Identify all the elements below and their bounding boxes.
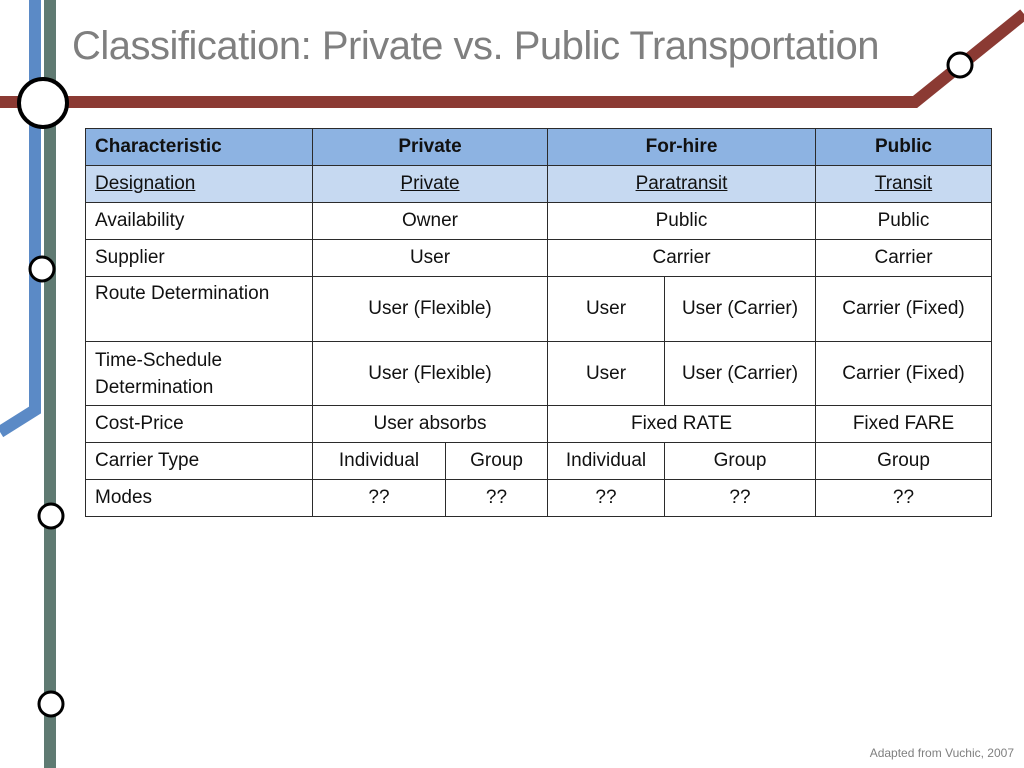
cell-for-hire-a: User bbox=[548, 277, 665, 342]
cell-private-b: ?? bbox=[446, 480, 548, 517]
cell-private-a: Individual bbox=[313, 443, 446, 480]
cell-for-hire-a: ?? bbox=[548, 480, 665, 517]
row-label: Availability bbox=[86, 203, 313, 240]
cell-private-b: Group bbox=[446, 443, 548, 480]
row-label: Time-Schedule Determination bbox=[86, 342, 313, 406]
table-row-schedule bbox=[86, 342, 992, 406]
station-icon-2 bbox=[39, 504, 63, 528]
cell-private: User absorbs bbox=[313, 406, 548, 443]
cell-public: Carrier (Fixed) bbox=[816, 342, 992, 406]
cell-public: Carrier (Fixed) bbox=[816, 277, 992, 342]
cell-private: User bbox=[313, 240, 548, 277]
table-header-row bbox=[86, 129, 992, 166]
header-public: Public bbox=[816, 129, 992, 166]
station-icon-top-right bbox=[948, 53, 972, 77]
cell-for-hire: Public bbox=[548, 203, 816, 240]
row-label: Modes bbox=[86, 480, 313, 517]
cell-public: Group bbox=[816, 443, 992, 480]
table-row-supplier bbox=[86, 240, 992, 277]
cell-for-hire-b: Group bbox=[665, 443, 816, 480]
cell-for-hire-b: User (Carrier) bbox=[665, 277, 816, 342]
cell-public: Carrier bbox=[816, 240, 992, 277]
row-label: Designation bbox=[86, 166, 313, 203]
table-row-designation bbox=[86, 166, 992, 203]
row-label: Supplier bbox=[86, 240, 313, 277]
source-credit: Adapted from Vuchic, 2007 bbox=[869, 746, 1014, 760]
table-row-availability bbox=[86, 203, 992, 240]
cell-public: Fixed FARE bbox=[816, 406, 992, 443]
blue-transit-line bbox=[0, 0, 35, 432]
cell-for-hire-a: Individual bbox=[548, 443, 665, 480]
cell-private: User (Flexible) bbox=[313, 342, 548, 406]
table-row-cost bbox=[86, 406, 992, 443]
table-row-modes bbox=[86, 480, 992, 517]
cell-public: Public bbox=[816, 203, 992, 240]
table-row-route bbox=[86, 277, 992, 342]
cell-private: Owner bbox=[313, 203, 548, 240]
row-label: Route Determination bbox=[86, 277, 313, 342]
cell-private: Private bbox=[313, 166, 548, 203]
row-label: Cost-Price bbox=[86, 406, 313, 443]
classification-table bbox=[85, 128, 992, 517]
cell-for-hire-a: User bbox=[548, 342, 665, 406]
cell-public: ?? bbox=[816, 480, 992, 517]
cell-private: User (Flexible) bbox=[313, 277, 548, 342]
header-private: Private bbox=[313, 129, 548, 166]
cell-public: Transit bbox=[816, 166, 992, 203]
header-for-hire: For-hire bbox=[548, 129, 816, 166]
slide-title: Classification: Private vs. Public Transportation bbox=[72, 24, 879, 68]
cell-for-hire: Carrier bbox=[548, 240, 816, 277]
table-row-carrier-type bbox=[86, 443, 992, 480]
header-characteristic: Characteristic bbox=[86, 129, 313, 166]
cell-for-hire-b: ?? bbox=[665, 480, 816, 517]
cell-for-hire: Fixed RATE bbox=[548, 406, 816, 443]
station-large-icon bbox=[19, 79, 67, 127]
row-label: Carrier Type bbox=[86, 443, 313, 480]
station-icon-1 bbox=[30, 257, 54, 281]
cell-private-a: ?? bbox=[313, 480, 446, 517]
cell-for-hire: Paratransit bbox=[548, 166, 816, 203]
station-icon-3 bbox=[39, 692, 63, 716]
cell-for-hire-b: User (Carrier) bbox=[665, 342, 816, 406]
